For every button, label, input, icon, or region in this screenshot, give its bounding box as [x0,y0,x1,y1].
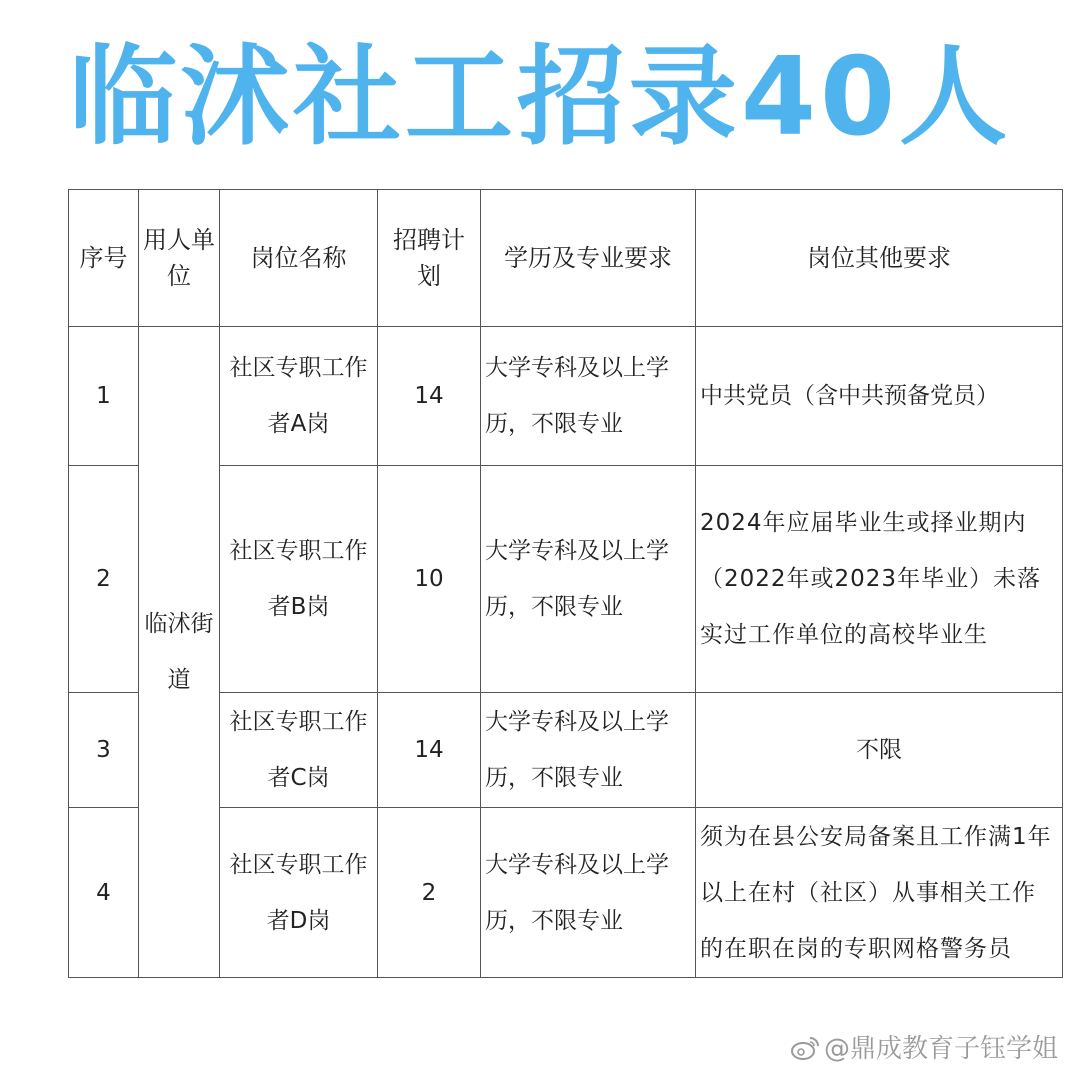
recruitment-table [68,189,1063,978]
row-plan: 10 [378,466,481,693]
row-plan: 14 [378,693,481,808]
watermark [790,1028,1058,1065]
row-plan: 2 [378,808,481,978]
row-seq: 2 [69,466,139,693]
header-other: 岗位其他要求 [696,190,1063,327]
row-education: 大学专科及以上学历，不限专业 [481,693,696,808]
header-education: 学历及专业要求 [481,190,696,327]
header-position: 岗位名称 [220,190,378,327]
row-other: 不限 [696,693,1063,808]
header-seq: 序号 [69,190,139,327]
row-other: 2024年应届毕业生或择业期内（2022年或2023年毕业）未落实过工作单位的高校毕业生 [696,466,1063,693]
row-position: 社区专职工作者A岗 [220,327,378,466]
row-education: 大学专科及以上学历，不限专业 [481,466,696,693]
row-seq: 1 [69,327,139,466]
row-unit: 临沭街道 [139,327,220,978]
header-plan: 招聘计划 [378,190,481,327]
row-position: 社区专职工作者C岗 [220,693,378,808]
row-other: 须为在县公安局备案且工作满1年以上在村（社区）从事相关工作的在职在岗的专职网格警务员 [696,808,1063,978]
table-row [69,327,1063,466]
row-education: 大学专科及以上学历，不限专业 [481,327,696,466]
weibo-icon [790,1035,820,1061]
row-plan: 14 [378,327,481,466]
page-title: 临沭社工招录40人 [68,35,1012,160]
row-seq: 3 [69,693,139,808]
table-header-row [69,190,1063,327]
row-position: 社区专职工作者B岗 [220,466,378,693]
row-other: 中共党员（含中共预备党员） [696,327,1063,466]
row-position: 社区专职工作者D岗 [220,808,378,978]
row-seq: 4 [69,808,139,978]
watermark-text: @鼎成教育子钰学姐 [823,1034,1058,1064]
row-education: 大学专科及以上学历，不限专业 [481,808,696,978]
header-unit: 用人单位 [139,190,220,327]
